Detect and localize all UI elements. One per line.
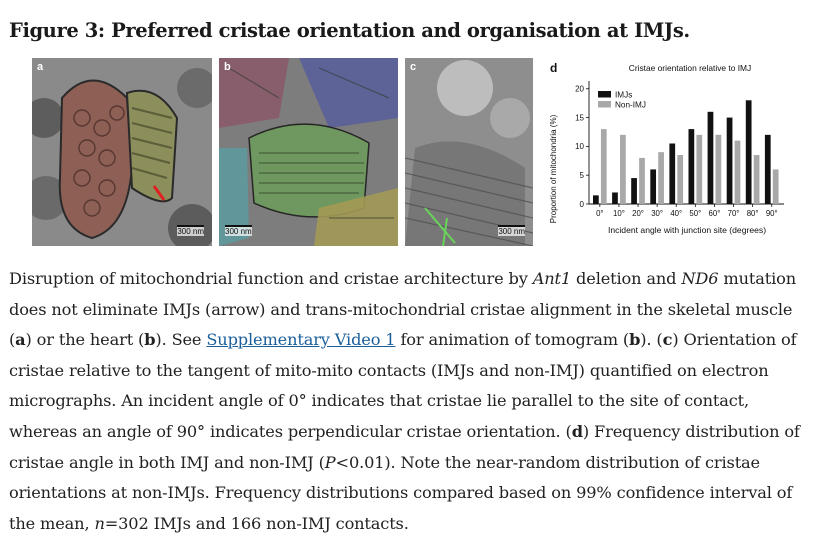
bar-imjs-20 — [631, 178, 637, 204]
bar-non-imj-30 — [658, 152, 664, 204]
x-tick-label: 10° — [613, 209, 625, 218]
x-tick-label: 20° — [632, 209, 644, 218]
y-tick-label: 10 — [575, 142, 584, 152]
bar-non-imj-20 — [639, 158, 645, 204]
bar-non-imj-0 — [601, 129, 607, 204]
y-tick-label: 5 — [579, 170, 584, 180]
x-tick-label: 30° — [651, 209, 664, 218]
x-tick-label: 40° — [670, 209, 683, 218]
x-axis-label: Incident angle with junction site (degrees) — [607, 225, 767, 235]
bar-imjs-30 — [650, 169, 656, 204]
micrograph-panel-c — [405, 58, 533, 246]
panel-label-c: c — [410, 61, 417, 73]
bar-imjs-10 — [612, 192, 618, 204]
chart-legend — [598, 91, 646, 110]
legend-label-imjs: IMJs — [615, 90, 633, 100]
bar-imjs-0 — [593, 195, 599, 204]
x-tick-label: 80° — [746, 209, 759, 218]
x-tick-label: 0° — [596, 209, 604, 218]
bar-imjs-90 — [765, 135, 771, 204]
bar-non-imj-90 — [773, 169, 779, 204]
bar-imjs-70 — [727, 118, 733, 204]
bar-non-imj-40 — [677, 155, 683, 204]
bar-chart — [540, 58, 790, 246]
x-tick-label: 70° — [727, 209, 740, 218]
micrograph-panel-b — [219, 58, 398, 246]
legend-label-non-imj: Non-IMJ — [615, 100, 646, 110]
legend-swatch-imjs — [598, 91, 611, 98]
panel-label-d: d — [550, 61, 558, 75]
bar-non-imj-80 — [754, 155, 760, 204]
bar-non-imj-10 — [620, 135, 626, 204]
bar-imjs-40 — [669, 144, 675, 205]
micrograph-panel-a — [32, 58, 212, 246]
scale-bar-c: 300 nm — [498, 227, 525, 236]
scale-bar-b: 300 nm — [225, 227, 252, 236]
bar-imjs-80 — [746, 100, 752, 204]
chart-bars — [593, 100, 779, 204]
x-tick-label: 90° — [765, 209, 778, 218]
supplementary-video-link[interactable]: Supplementary Video 1 — [206, 330, 396, 350]
bar-imjs-60 — [708, 112, 714, 204]
y-tick-label: 20 — [575, 84, 584, 94]
bar-non-imj-70 — [735, 141, 741, 204]
y-axis-label: Proportion of mitochondria (%) — [549, 114, 558, 224]
bar-non-imj-50 — [696, 135, 702, 204]
x-tick-label: 60° — [708, 209, 721, 218]
figure-title: Figure 3: Preferred cristae orientation and organisation at IMJs. — [9, 19, 690, 42]
chart-title: Cristae orientation relative to IMJ — [628, 63, 752, 73]
bar-non-imj-60 — [716, 135, 722, 204]
y-tick-label: 0 — [579, 199, 584, 209]
x-tick-label: 50° — [689, 209, 702, 218]
figure-caption: Disruption of mitochondrial function and cristae architecture by Ant1 deletion and ND6 mutation does not eliminate IMJs (arrow) and trans-mitochondrial cristae alignment in the skeletal muscle (a) or the heart (b). See Supplementary Video 1 for animation of tomogram (b). (c) Orientation of cristae relative to the tangent of mito-mito contacts (IMJs and non-IMJ) quantified on electron micrographs. An incident angle of 0° indicates that cristae lie parallel to the site of contact, whereas an angle of 90° indicates perpendicular cristae orientation. (d) Frequency distribution of cristae angle in both IMJ and non-IMJ (P<0.01). Note the near-random distribution of cristae orientations at non-IMJs. Frequency distributions compared based on 99% confidence interval of the mean, n=302 IMJs and 166 non-IMJ contacts. — [9, 269, 800, 533]
legend-swatch-non-imj — [598, 101, 611, 108]
scale-bar-a: 300 nm — [177, 227, 204, 236]
panel-label-b: b — [224, 61, 231, 73]
panel-label-a: a — [37, 61, 44, 73]
y-tick-label: 15 — [575, 113, 584, 123]
bar-imjs-50 — [689, 129, 695, 204]
